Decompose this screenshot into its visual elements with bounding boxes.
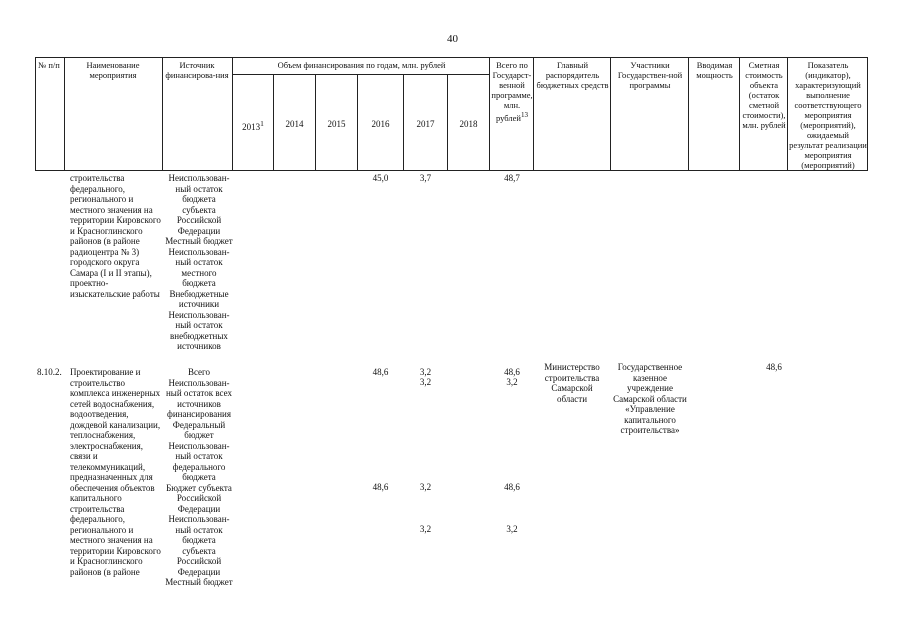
row1-source-5: Неиспользован-ный остаток внебюджетных источников [168, 309, 230, 351]
year-2017: 2017 [416, 119, 435, 129]
year-2015: 2015 [327, 119, 346, 129]
row2-total-2016: 48,6 [372, 367, 389, 377]
header-name: Наименование мероприятия [86, 60, 140, 80]
row2-estimate: 48,6 [766, 362, 782, 372]
row2-regional-2016: 48,6 [372, 482, 389, 492]
header-number: № п/п [38, 60, 60, 70]
year-2018: 2018 [459, 119, 478, 129]
row2-participants: Государственное казенное учреждение Самарской области «Управление капитального строительства» [613, 362, 687, 435]
row2-regional-sum: 48,6 [504, 482, 520, 492]
year-2013-note: 1 [260, 119, 264, 128]
row1-source-1: Неиспользован-ный остаток бюджета субъекта Российской Федерации [168, 173, 230, 236]
row1-source-2: Местный бюджет [165, 236, 233, 246]
header-source: Источник финансирова-ния [165, 60, 229, 80]
row1-sources [165, 173, 233, 352]
row2-regional-remainder-sum: 3,2 [506, 524, 518, 534]
row1-2016: 45,0 [372, 173, 389, 183]
header-estimate: Сметная стоимость объекта (остаток сметной стоимости), млн. рублей [742, 60, 786, 130]
header-volume: Объем финансирования по годам, млн. рублей [277, 60, 446, 70]
row2-regional-2017: 3,2 [419, 482, 432, 492]
row2-source-4: Неиспользован-ный остаток федерального бюджета [168, 440, 230, 482]
row2-regional-remainder-2017: 3,2 [419, 524, 432, 534]
row2-sources [165, 367, 233, 588]
year-2013 [233, 119, 273, 133]
row1-source-4: Внебюджетные источники [169, 288, 229, 309]
header-participants: Участники Государствен-ной программы [617, 60, 683, 90]
page-number: 40 [447, 33, 458, 45]
row2-total-2017: 3,2 [419, 367, 432, 377]
row2-total-sum: 48,6 [504, 367, 520, 377]
row2-number: 8.10.2. [37, 367, 62, 377]
row1-total: 48,7 [504, 173, 520, 183]
row2-source-7: Местный бюджет [165, 577, 233, 587]
row2-remainder-sum: 3,2 [506, 377, 518, 387]
row2-remainder-2017: 3,2 [419, 377, 432, 387]
row2-manager: Министерство строительства Самарской области [544, 362, 600, 404]
row2-source-5: Бюджет субъекта Российской Федерации [166, 482, 232, 514]
header-total-note: 13 [520, 111, 529, 119]
row1-name: строительства федерального, регионального и местного значения на территории Кировского и Красноглинского районов (в районе радиоцентра № 3) городского округа Самара (I и II этапы), проектно-изыскательские работы [70, 173, 161, 299]
row2-source-1: Всего [187, 367, 211, 377]
row1-2017: 3,7 [419, 173, 432, 183]
header-manager: Главный распорядитель бюджетных средств [536, 60, 609, 90]
header-capacity: Вводимая мощность [696, 60, 733, 80]
year-2014: 2014 [285, 119, 304, 129]
year-2016: 2016 [371, 119, 390, 129]
header-indicator: Показатель (индикатор), характеризующий выполнение соответствующего мероприятия (мероприятий), ожидаемый результат реализации мероприятия (мероприятий) [789, 60, 867, 170]
row2-source-3: Федеральный бюджет [172, 419, 226, 440]
header-total-text: Всего по Государст-венной программе, млн. рублей [491, 60, 533, 123]
header-total [491, 60, 533, 123]
row2-name: Проектирование и строительство комплекса инженерных сетей водоснабжения, водоотведения, дождевой канализации, теплоснабжения, электроснабжения, связи и телекоммуникаций, предназначенных для обеспечения объектов капитального строительства федерального, регионального и местного значения на территории Кировского и Красноглинского районов (в районе [70, 367, 161, 577]
row1-source-3: Неиспользован-ный остаток местного бюджета [168, 246, 230, 288]
year-2013-label: 2013 [242, 122, 261, 132]
row2-source-6: Неиспользован-ный остаток бюджета субъекта Российской Федерации [168, 514, 230, 577]
row2-source-2: Неиспользован-ный остаток всех источников финансирования [165, 377, 233, 419]
